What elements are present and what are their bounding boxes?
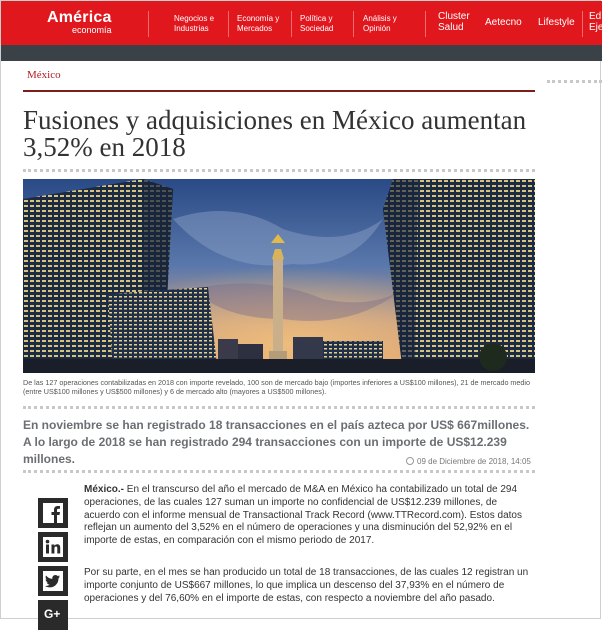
section-tag [23, 68, 535, 92]
article-lead: En noviembre se han registrado 18 transacciones en el país azteca por US$ 667millones. A lo largo de 2018 se han registrado 294 transacciones con un importe de US$12.239 millones. [23, 418, 530, 466]
nav-item-lifestyle[interactable]: Lifestyle [538, 17, 575, 28]
article-paragraph-1-text-a: En el transcurso del año el mercado de M&A en México ha contabilizado un total de 294 operaciones, de las cuales 127 suman un importe no confidencial de US$12.239 millones, de acuerdo con el informe mensual de Transactional Track Record ( [84, 484, 518, 521]
nav-item-ediciones[interactable] [589, 11, 603, 33]
nav-item-label: Industrias [174, 24, 209, 33]
hero-city-illustration [23, 179, 535, 373]
nav-item-cluster-salud[interactable] [438, 11, 470, 33]
twitter-share-button[interactable] [38, 566, 68, 596]
linkedin-icon [43, 537, 63, 557]
logo-text-america: América [47, 9, 112, 26]
nav-separator [353, 11, 354, 37]
nav-item-label: Sociedad [300, 24, 334, 33]
nav-item-label: Eje [589, 22, 603, 33]
google-plus-share-button[interactable] [38, 600, 68, 630]
ttrecord-link[interactable]: www.TTRecord.com [370, 509, 461, 521]
site-logo[interactable] [47, 10, 112, 35]
sidebar-divider [547, 80, 602, 83]
twitter-icon [43, 571, 63, 591]
nav-item-label: Salud [438, 22, 464, 33]
top-navigation-bar [1, 1, 602, 45]
nav-separator [148, 11, 149, 37]
nav-separator [425, 11, 426, 37]
nav-item-label: Negocios e [174, 14, 215, 23]
publish-date-text: 09 de Diciembre de 2018, 14:05 [417, 457, 531, 466]
lead-divider [23, 470, 535, 473]
google-plus-icon: G+ [44, 607, 61, 621]
nav-separator [228, 11, 229, 37]
facebook-icon [43, 503, 63, 523]
nav-item-label: Opinión [363, 24, 391, 33]
nav-item-label: Cluster [438, 11, 470, 22]
facebook-share-button[interactable] [38, 498, 68, 528]
article-dateline: México.- [84, 484, 125, 495]
nav-item-analisis[interactable] [363, 14, 397, 34]
nav-item-politica[interactable] [300, 14, 333, 34]
article-title: Fusiones y adquisiciones en México aumentan 3,52% en 2018 [23, 105, 527, 162]
article-paragraph-1-text-b: ). Estos datos reflejan un aumento del 3,52% en el número de operaciones y una disminución del 52,92% en el importe de estas, en comparación con el mismo periodo de 2017. [84, 509, 522, 547]
clock-icon [406, 457, 414, 465]
nav-separator [291, 11, 292, 37]
article-hero-image [23, 179, 535, 373]
nav-item-negocios[interactable] [174, 14, 214, 34]
article-paragraph-2: Por su parte, en el mes se han producido un total de 18 transacciones, de las cuales 12 registran un importe conjunto de US$667 millones, lo que implica un descenso del 37,93% en el número de operaciones y del 76,60% en el importe de estas, con respecto a noviembre del año pasado. [84, 567, 529, 604]
image-caption: De las 127 operaciones contabilizadas en 2018 con importe revelado, 100 son de mercado bajo (importes inferiores a US$100 millones), 21 de mercado medio (entre US$100 millones y US$500 millones) y 6 de mercado alto (mayores a US$500 millones). [23, 378, 531, 396]
section-label-mexico[interactable]: México [27, 69, 61, 81]
title-divider [23, 169, 535, 172]
publish-date [406, 457, 531, 466]
article-paragraph-1 [84, 484, 534, 548]
nav-item-aetecno[interactable]: Aetecno [485, 17, 522, 28]
nav-item-label: Mercados [237, 24, 273, 33]
logo-text-economia: economía [72, 25, 112, 35]
secondary-navigation-bar [1, 45, 602, 61]
nav-item-label: Economía y [237, 14, 280, 23]
nav-item-label: Política y [300, 14, 333, 23]
nav-separator [582, 11, 583, 37]
nav-item-label: Análisis y [363, 14, 397, 23]
nav-item-economia[interactable] [237, 14, 279, 34]
nav-item-label: Ed [589, 11, 602, 22]
caption-divider [23, 406, 535, 409]
linkedin-share-button[interactable] [38, 532, 68, 562]
